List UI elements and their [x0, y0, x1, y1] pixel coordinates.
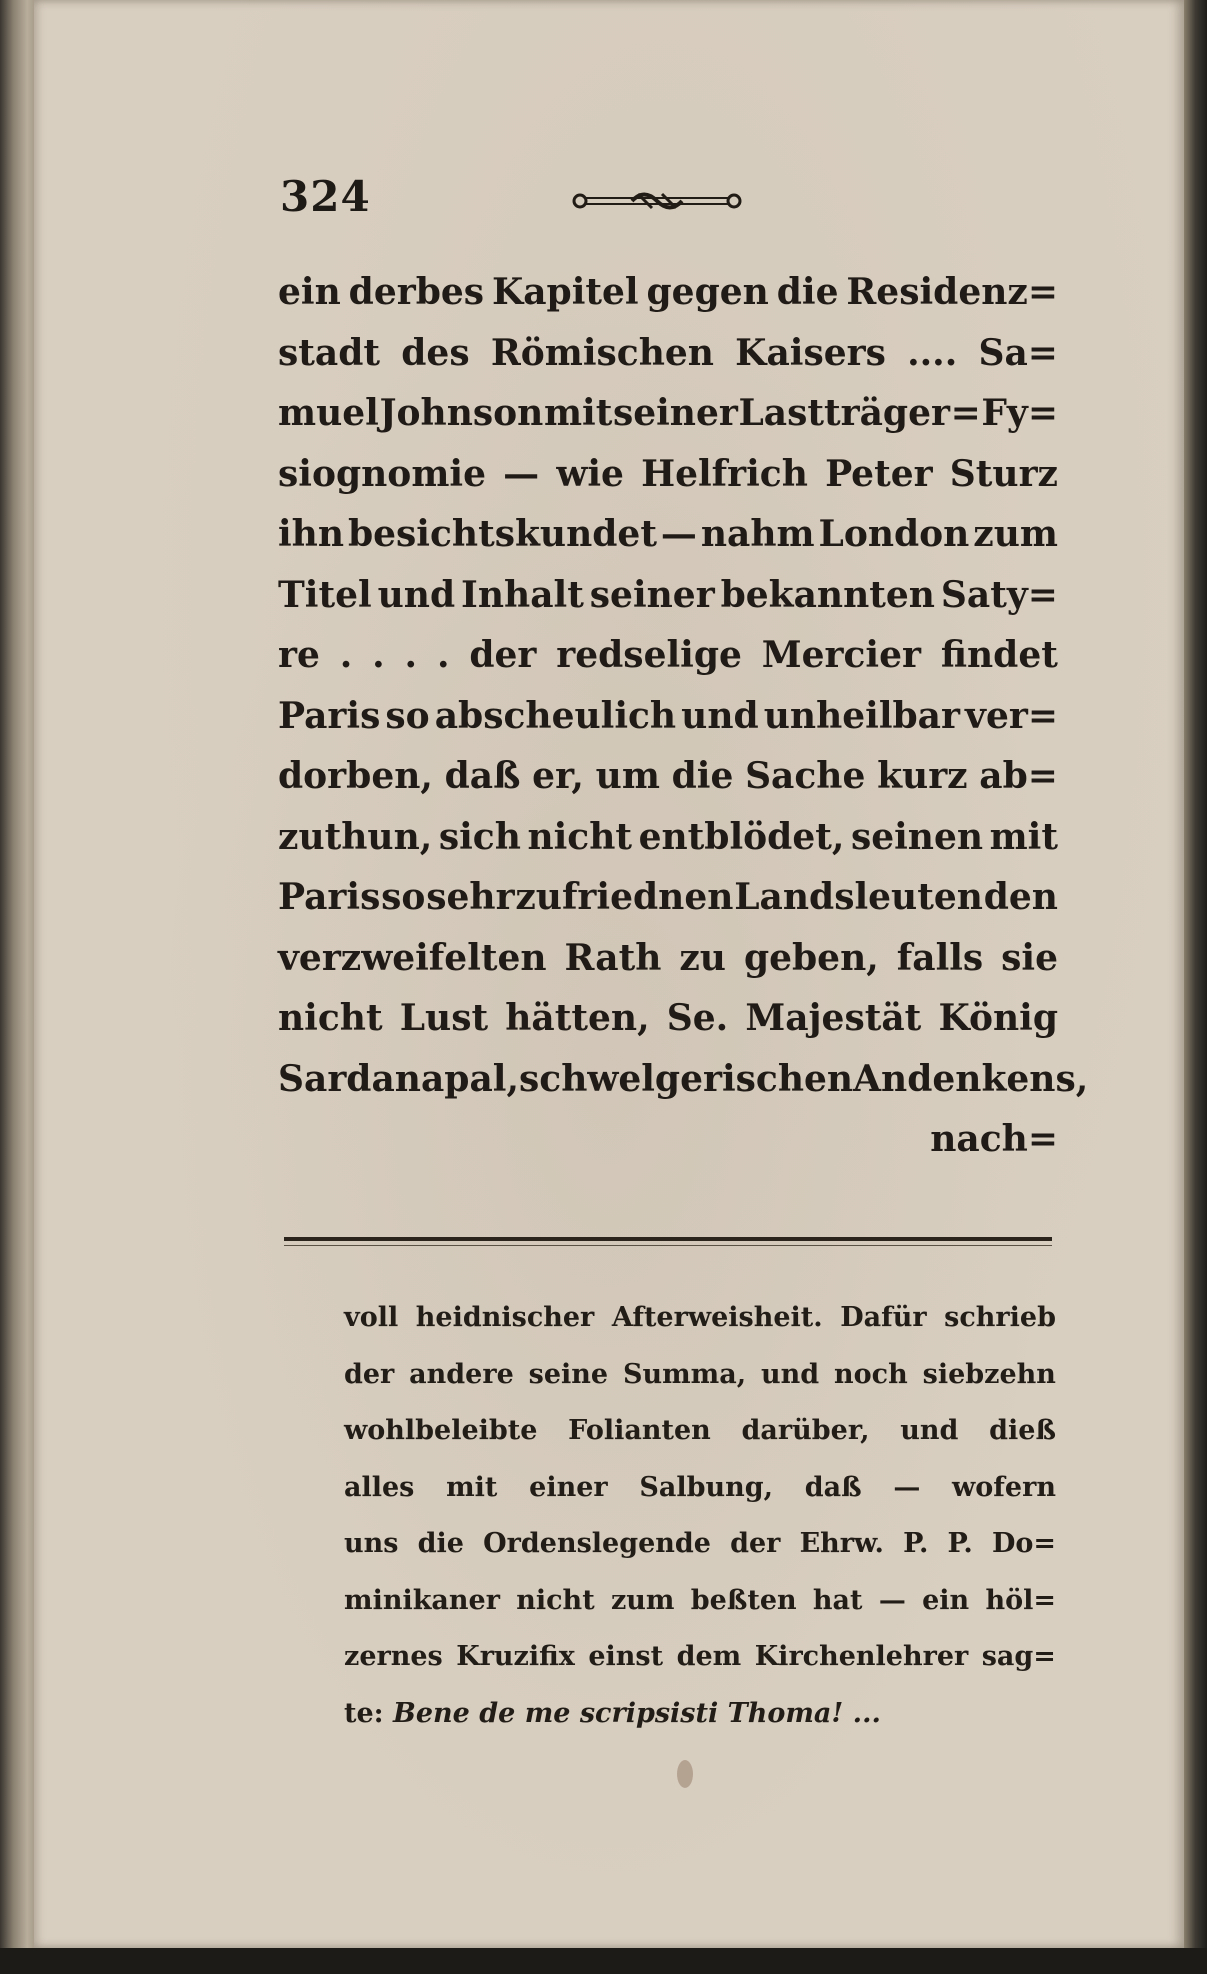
footnote-rule [284, 1237, 1052, 1241]
text-line: Sardanapal, schwelgerischen Andenkens, [278, 1057, 1089, 1100]
text-line: muel Johnson mit seiner Lastträger = Fy= [278, 392, 1058, 434]
footnote-line: alles mit einer Salbung, daß — wofern [344, 1471, 1056, 1503]
text-line: nicht Lust hätten, Se. Majestät König [278, 997, 1058, 1039]
text-line: verzweifelten Rath zu geben, falls sie [278, 936, 1058, 979]
footnote-rule-thin [284, 1245, 1052, 1246]
footnote-last-line [344, 1686, 1056, 1743]
text-line: Paris so sehr zufriednen Landsleuten den [278, 876, 1058, 918]
footnote-line: voll heidnischer Afterweisheit. Dafür schrieb [344, 1302, 1056, 1333]
page-header [280, 172, 760, 232]
right-binding-edge [1184, 0, 1207, 1974]
text-line: ein derbes Kapitel gegen die Residenz= [278, 271, 1058, 313]
paper-stain [677, 1760, 693, 1788]
text-line: siognomie — wie Helfrich Peter Sturz [278, 452, 1058, 495]
text-line: Titel und Inhalt seiner bekannten Saty= [278, 573, 1058, 616]
bottom-edge [0, 1948, 1207, 1974]
footnote-line: der andere seine Summa, und noch siebzehn [344, 1358, 1056, 1390]
text-line: ihn besichtskundet — nahm London zum [278, 513, 1058, 555]
page-number: 324 [280, 172, 371, 221]
text-line: re . . . . der redselige Mercier findet [278, 634, 1058, 676]
text-line: zuthun, sich nicht entblödet, seinen mit [278, 815, 1058, 858]
footnote-line: wohlbeleibte Folianten darüber, und dieß [344, 1415, 1056, 1446]
footnote-line: zernes Kruzifix einst dem Kirchenlehrer sag= [344, 1641, 1056, 1672]
text-line: dorben, daß er, um die Sache kurz ab= [278, 755, 1058, 797]
text-line: stadt des Römischen Kaisers .... Sa= [278, 331, 1058, 374]
ornament-icon [572, 186, 742, 216]
text-line: Paris so abscheulich und unheilbar ver= [278, 694, 1058, 737]
left-page-edge [0, 0, 34, 1974]
latin-quote: Bene de me scripsisti Thoma! ... [393, 1697, 881, 1729]
footnote-line: minikaner nicht zum beßten hat — ein höl= [344, 1584, 1056, 1616]
catchword: nach= [930, 1118, 1058, 1160]
footnote-block [344, 1290, 1056, 1742]
main-text-block [278, 262, 1089, 1170]
footnote-last-prefix: te: [344, 1697, 394, 1729]
footnote-line: uns die Ordenslegende der Ehrw. P. P. Do= [344, 1528, 1056, 1559]
